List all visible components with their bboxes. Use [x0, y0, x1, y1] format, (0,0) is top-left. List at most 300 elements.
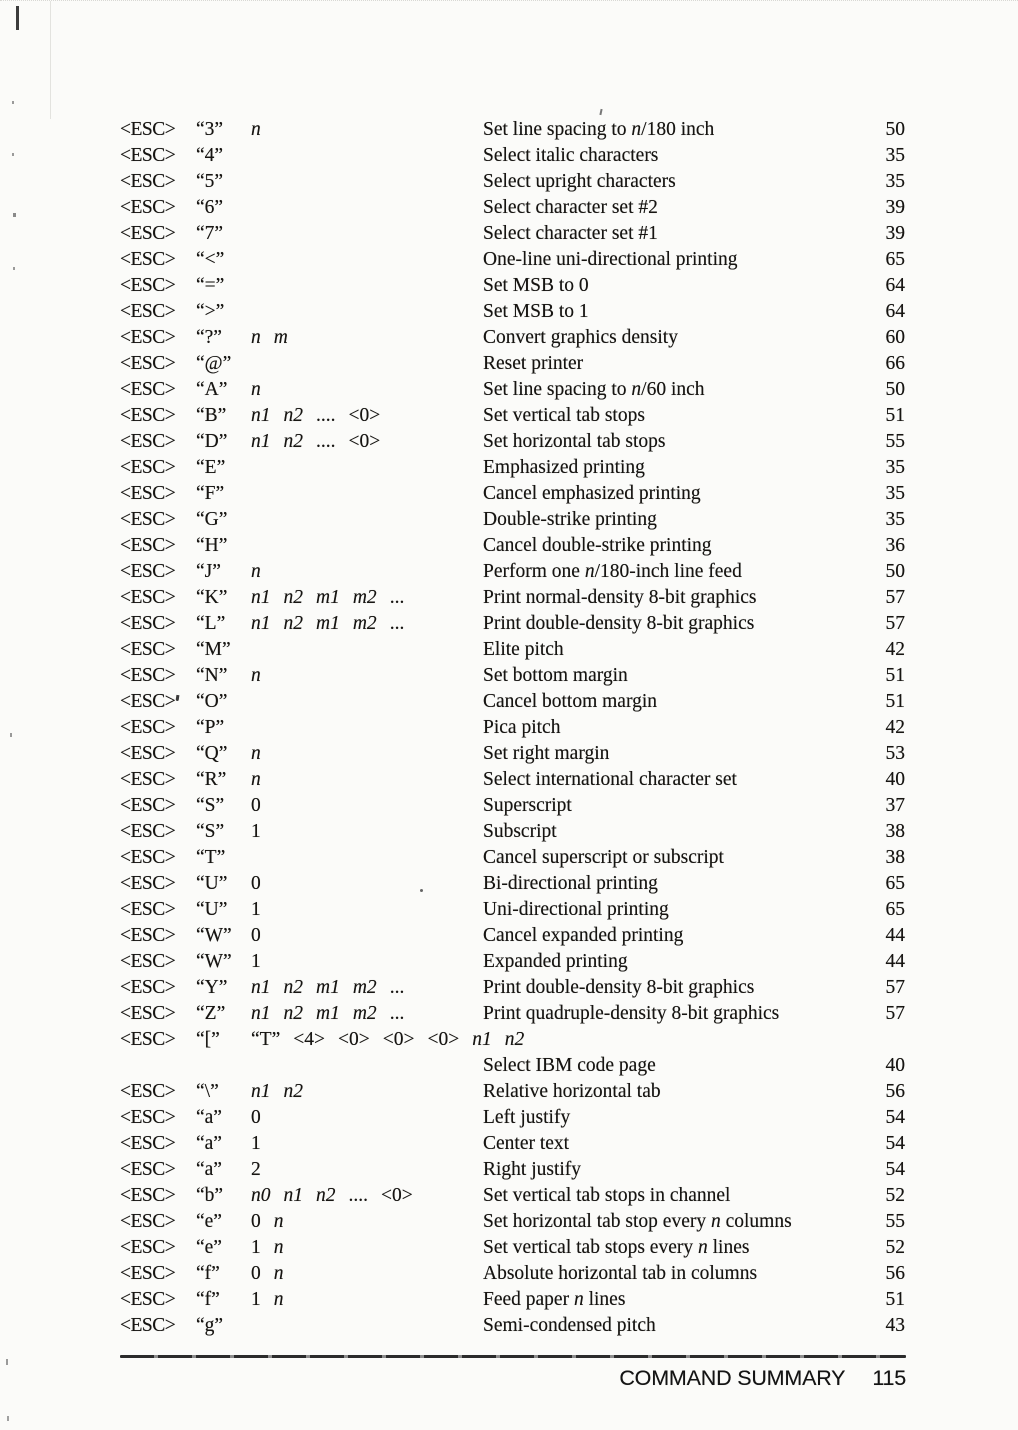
table-row [120, 1079, 905, 1105]
page-reference: 51 [885, 405, 905, 426]
esc-token: <ESC> [120, 587, 176, 608]
page-reference: 64 [885, 301, 905, 322]
command-char: “7” [196, 223, 224, 244]
command-char: “U” [196, 899, 228, 920]
esc-token: <ESC> [120, 405, 176, 426]
esc-token: <ESC> [120, 197, 176, 218]
token: n1 [251, 977, 271, 998]
scan-artifact [7, 1416, 9, 1421]
token: <0> [348, 405, 381, 426]
command-char: “W” [196, 951, 232, 972]
page-reference: 35 [885, 483, 905, 504]
esc-token: <ESC> [120, 951, 176, 972]
page-reference: 57 [885, 1003, 905, 1024]
command-description [483, 585, 757, 611]
esc-token: <ESC> [120, 639, 176, 660]
table-row [120, 897, 905, 923]
command-char: “M” [196, 639, 231, 660]
table-row [120, 845, 905, 871]
table-row [120, 273, 905, 299]
token: n [273, 1211, 284, 1232]
command-description [483, 741, 609, 767]
table-row [120, 949, 905, 975]
command-char: “3” [196, 119, 224, 140]
command-char: “J” [196, 561, 221, 582]
table-row [120, 1001, 905, 1027]
token: Uni-directional printing [483, 899, 669, 920]
table-row [120, 1313, 905, 1339]
command-char: “[” [196, 1029, 220, 1050]
token: Cancel emphasized printing [483, 483, 701, 504]
table-row [120, 715, 905, 741]
token: m [273, 327, 288, 348]
token: n1 [472, 1029, 492, 1050]
scan-artifact [12, 153, 14, 156]
token: n1 [251, 431, 271, 452]
esc-token: <ESC> [120, 717, 176, 738]
scan-artifact [13, 267, 15, 270]
token: m2 [352, 1003, 377, 1024]
table-row [120, 975, 905, 1001]
command-char: “R” [196, 769, 227, 790]
command-params [251, 1157, 274, 1183]
token: lines [583, 1289, 626, 1310]
token: n [573, 1289, 584, 1310]
table-row [120, 871, 905, 897]
token: m2 [352, 587, 377, 608]
page-reference: 64 [885, 275, 905, 296]
command-params [251, 1131, 274, 1157]
token: Set vertical tab stops [483, 405, 645, 426]
token: n1 [251, 1003, 271, 1024]
command-description [483, 299, 589, 325]
token: <0> [427, 1029, 460, 1050]
scan-artifact [599, 109, 602, 115]
esc-token: <ESC> [120, 925, 176, 946]
token: Set MSB to 1 [483, 301, 589, 322]
esc-token: <ESC> [120, 1133, 176, 1154]
command-char: “\” [196, 1081, 219, 1102]
page-footer [619, 1366, 906, 1391]
command-params [251, 1183, 426, 1209]
command-char: “K” [196, 587, 228, 608]
command-params [251, 611, 417, 637]
token: Select character set #2 [483, 197, 658, 218]
command-char: “?” [196, 327, 222, 348]
command-description [483, 533, 712, 559]
token: /180 inch [641, 119, 715, 140]
token: <0> [337, 1029, 370, 1050]
token: Cancel double-strike printing [483, 535, 712, 556]
token: n [631, 119, 642, 140]
command-char: “O” [196, 691, 228, 712]
esc-token: <ESC> [120, 353, 176, 374]
command-params [251, 975, 417, 1001]
token: 1 [251, 821, 261, 842]
command-description [483, 325, 678, 351]
table-row [120, 1105, 905, 1131]
command-description [483, 637, 564, 663]
esc-token: <ESC> [120, 483, 176, 504]
page-reference: 40 [885, 1055, 905, 1076]
token: Superscript [483, 795, 572, 816]
token: Select character set #1 [483, 223, 658, 244]
command-description [483, 949, 628, 975]
esc-token: <ESC> [120, 769, 176, 790]
command-params [251, 741, 274, 767]
token: Print normal-density 8-bit graphics [483, 587, 757, 608]
table-row [120, 819, 905, 845]
command-params [251, 117, 274, 143]
footer-divider [120, 1355, 906, 1358]
command-params [251, 1001, 417, 1027]
page-reference: 39 [885, 223, 905, 244]
token: <0> [348, 431, 381, 452]
command-description [483, 975, 754, 1001]
token: Set horizontal tab stops [483, 431, 666, 452]
token: n1 [251, 1081, 271, 1102]
command-description [483, 481, 701, 507]
command-params [251, 1287, 297, 1313]
table-row [120, 689, 905, 715]
token: n2 [283, 1003, 303, 1024]
token: 0 [251, 1107, 261, 1128]
token: n [251, 665, 261, 686]
token: Convert graphics density [483, 327, 678, 348]
token: “T” [251, 1029, 281, 1050]
command-params [251, 429, 393, 455]
command-description [483, 507, 657, 533]
command-char: “L” [196, 613, 226, 634]
token: n2 [283, 613, 303, 634]
command-char: “6” [196, 197, 224, 218]
table-row [120, 767, 905, 793]
command-char: “e” [196, 1237, 222, 1258]
token: Cancel expanded printing [483, 925, 684, 946]
esc-token: <ESC> [120, 1185, 176, 1206]
token: n2 [283, 431, 303, 452]
token: ... [389, 587, 405, 608]
command-description [483, 221, 658, 247]
page-reference: 51 [885, 665, 905, 686]
command-description [483, 871, 658, 897]
token: n [251, 379, 261, 400]
page-reference: 66 [885, 353, 905, 374]
command-params [251, 403, 393, 429]
command-params [251, 897, 274, 923]
table-row [120, 1261, 905, 1287]
command-char: “S” [196, 821, 225, 842]
token: n1 [251, 613, 271, 634]
token: Bi-directional printing [483, 873, 658, 894]
token: Set vertical tab stops every [483, 1237, 698, 1258]
esc-token: <ESC> [120, 847, 176, 868]
token: Semi-condensed pitch [483, 1315, 656, 1336]
token: ... [389, 977, 405, 998]
command-char: “Q” [196, 743, 228, 764]
token: Print double-density 8-bit graphics [483, 977, 755, 998]
table-row [120, 299, 905, 325]
page-reference: 65 [885, 873, 905, 894]
command-char: “a” [196, 1159, 222, 1180]
command-char: “a” [196, 1133, 222, 1154]
esc-token: <ESC> [120, 1081, 176, 1102]
page-reference: 57 [885, 587, 905, 608]
command-params [251, 1261, 297, 1287]
esc-token: <ESC> [120, 275, 176, 296]
token: n2 [316, 1185, 336, 1206]
token: Print quadruple-density 8-bit graphics [483, 1003, 780, 1024]
table-row [120, 1287, 905, 1313]
scan-artifact [50, 1, 51, 119]
esc-token: <ESC> [120, 457, 176, 478]
token: m1 [316, 977, 340, 998]
token: Perform one [483, 561, 585, 582]
token: n [584, 561, 595, 582]
table-row [120, 923, 905, 949]
esc-token: <ESC> [120, 1029, 176, 1050]
command-description [483, 247, 738, 273]
command-description [483, 715, 560, 741]
token: .... [348, 1185, 368, 1206]
command-description [483, 1001, 779, 1027]
page-reference: 54 [885, 1107, 905, 1128]
scan-artifact [13, 213, 16, 217]
page-reference: 57 [885, 613, 905, 634]
token: n [273, 1263, 284, 1284]
esc-token: <ESC> [120, 145, 176, 166]
page-reference: 54 [885, 1133, 905, 1154]
command-description [483, 377, 705, 403]
command-char: “b” [196, 1185, 224, 1206]
command-char: “Z” [196, 1003, 226, 1024]
page-reference: 43 [885, 1315, 905, 1336]
page-reference: 57 [885, 977, 905, 998]
table-row [120, 221, 905, 247]
command-params [251, 377, 274, 403]
token: 0 [251, 925, 261, 946]
table-row [120, 1235, 905, 1261]
command-description [483, 1313, 656, 1339]
page-reference: 44 [885, 925, 905, 946]
table-row [120, 1157, 905, 1183]
table-row [120, 325, 905, 351]
token: Center text [483, 1133, 570, 1154]
table-row [120, 351, 905, 377]
token: Elite pitch [483, 639, 564, 660]
footer-page-number: 115 [872, 1366, 906, 1390]
table-row [120, 1209, 905, 1235]
command-description [483, 351, 583, 377]
page-reference: 35 [885, 171, 905, 192]
page-reference: 51 [885, 1289, 905, 1310]
token: Select upright characters [483, 171, 676, 192]
token: n [710, 1211, 721, 1232]
esc-token: <ESC> [120, 379, 176, 400]
esc-token: <ESC> [120, 613, 176, 634]
token: 1 [251, 1237, 261, 1258]
token: Set line spacing to [483, 379, 632, 400]
command-description [483, 793, 572, 819]
table-row [120, 429, 905, 455]
page-reference: 38 [885, 821, 905, 842]
command-params [251, 871, 274, 897]
command-table [120, 117, 905, 1339]
esc-token: <ESC> [120, 1315, 176, 1336]
table-row [120, 663, 905, 689]
token: <4> [293, 1029, 325, 1050]
token: Cancel bottom margin [483, 691, 658, 712]
command-char: “5” [196, 171, 224, 192]
esc-token: <ESC> [120, 327, 176, 348]
token: m1 [316, 613, 340, 634]
command-description [483, 559, 742, 585]
token: Feed paper [483, 1289, 574, 1310]
token: 0 [251, 795, 261, 816]
table-row [120, 507, 905, 533]
page-reference: 65 [885, 249, 905, 270]
command-char: “B” [196, 405, 227, 426]
command-char: “H” [196, 535, 228, 556]
table-row [120, 741, 905, 767]
command-char: “4” [196, 145, 224, 166]
esc-token: <ESC> [120, 1263, 176, 1284]
table-row [120, 533, 905, 559]
table-row [120, 117, 905, 143]
command-params [251, 1209, 297, 1235]
token: Relative horizontal tab [483, 1081, 661, 1102]
token: n [251, 769, 261, 790]
token: Select international character set [483, 769, 737, 790]
page-reference: 44 [885, 951, 905, 972]
token: Print double-density 8-bit graphics [483, 613, 755, 634]
token: columns [720, 1211, 792, 1232]
command-description [483, 403, 645, 429]
footer-section-title: COMMAND SUMMARY [619, 1366, 846, 1390]
esc-token: <ESC> [120, 665, 176, 686]
page-reference: 42 [885, 639, 905, 660]
command-description [483, 1105, 570, 1131]
page-reference: 55 [885, 1211, 905, 1232]
token: Set horizontal tab stop every [483, 1211, 711, 1232]
command-params [251, 1235, 297, 1261]
esc-token: <ESC> [120, 1107, 176, 1128]
token: 2 [251, 1159, 261, 1180]
command-description [483, 663, 628, 689]
command-description [483, 611, 754, 637]
command-params [251, 793, 274, 819]
command-description [483, 1209, 792, 1235]
command-description [483, 1235, 749, 1261]
page-reference: 50 [885, 561, 905, 582]
page-reference: 54 [885, 1159, 905, 1180]
command-params [251, 923, 274, 949]
token: n0 [251, 1185, 271, 1206]
token: lines [707, 1237, 750, 1258]
token: 0 [251, 1211, 261, 1232]
table-row [120, 1131, 905, 1157]
esc-token: <ESC> [120, 743, 176, 764]
table-row [120, 585, 905, 611]
token: Set vertical tab stops in channel [483, 1185, 731, 1206]
command-params [251, 559, 274, 585]
esc-token: <ESC> [120, 1159, 176, 1180]
table-row [120, 1053, 905, 1079]
command-char: “<” [196, 249, 225, 270]
token: n1 [283, 1185, 303, 1206]
token: 1 [251, 899, 261, 920]
token: n [697, 1237, 708, 1258]
command-char: “=” [196, 275, 225, 296]
command-description [483, 767, 737, 793]
command-char: “E” [196, 457, 226, 478]
token: 1 [251, 1289, 261, 1310]
table-row [120, 559, 905, 585]
token: n2 [283, 1081, 303, 1102]
command-description [483, 1287, 625, 1313]
command-description [483, 143, 658, 169]
page-reference: 38 [885, 847, 905, 868]
table-row [120, 195, 905, 221]
page-reference: 56 [885, 1263, 905, 1284]
page-reference: 52 [885, 1237, 905, 1258]
page-reference: 51 [885, 691, 905, 712]
command-description [483, 273, 589, 299]
table-row [120, 1183, 905, 1209]
page-reference: 56 [885, 1081, 905, 1102]
token: <0> [381, 1185, 413, 1206]
page-reference: 37 [885, 795, 905, 816]
command-params [251, 585, 417, 611]
token: m1 [316, 1003, 340, 1024]
table-row [120, 169, 905, 195]
esc-token: <ESC> [120, 977, 176, 998]
page-reference: 35 [885, 145, 905, 166]
command-description [483, 1261, 757, 1287]
token: Select IBM code page [483, 1055, 656, 1076]
table-row [120, 1027, 905, 1053]
command-params [251, 949, 274, 975]
esc-token: <ESC> [120, 1003, 176, 1024]
command-params [251, 1027, 537, 1053]
table-row [120, 637, 905, 663]
table-row [120, 403, 905, 429]
scan-artifact [6, 1359, 8, 1365]
command-description [483, 1053, 656, 1079]
esc-token: <ESC> [120, 171, 176, 192]
token: Pica pitch [483, 717, 561, 738]
command-description [483, 1157, 581, 1183]
page-reference: 50 [885, 379, 905, 400]
table-row [120, 455, 905, 481]
token: n2 [283, 405, 303, 426]
esc-token: <ESC> [120, 509, 176, 530]
token: n [251, 119, 261, 140]
command-description [483, 429, 666, 455]
command-char: “S” [196, 795, 225, 816]
page-reference: 50 [885, 119, 905, 140]
esc-token: <ESC> [120, 119, 176, 140]
command-char: “W” [196, 925, 232, 946]
token: Set line spacing to [483, 119, 632, 140]
token: m1 [316, 587, 340, 608]
token: n2 [504, 1029, 525, 1050]
table-row [120, 143, 905, 169]
command-char: “e” [196, 1211, 222, 1232]
token: Emphasized printing [483, 457, 645, 478]
command-char: “U” [196, 873, 228, 894]
command-description [483, 819, 557, 845]
